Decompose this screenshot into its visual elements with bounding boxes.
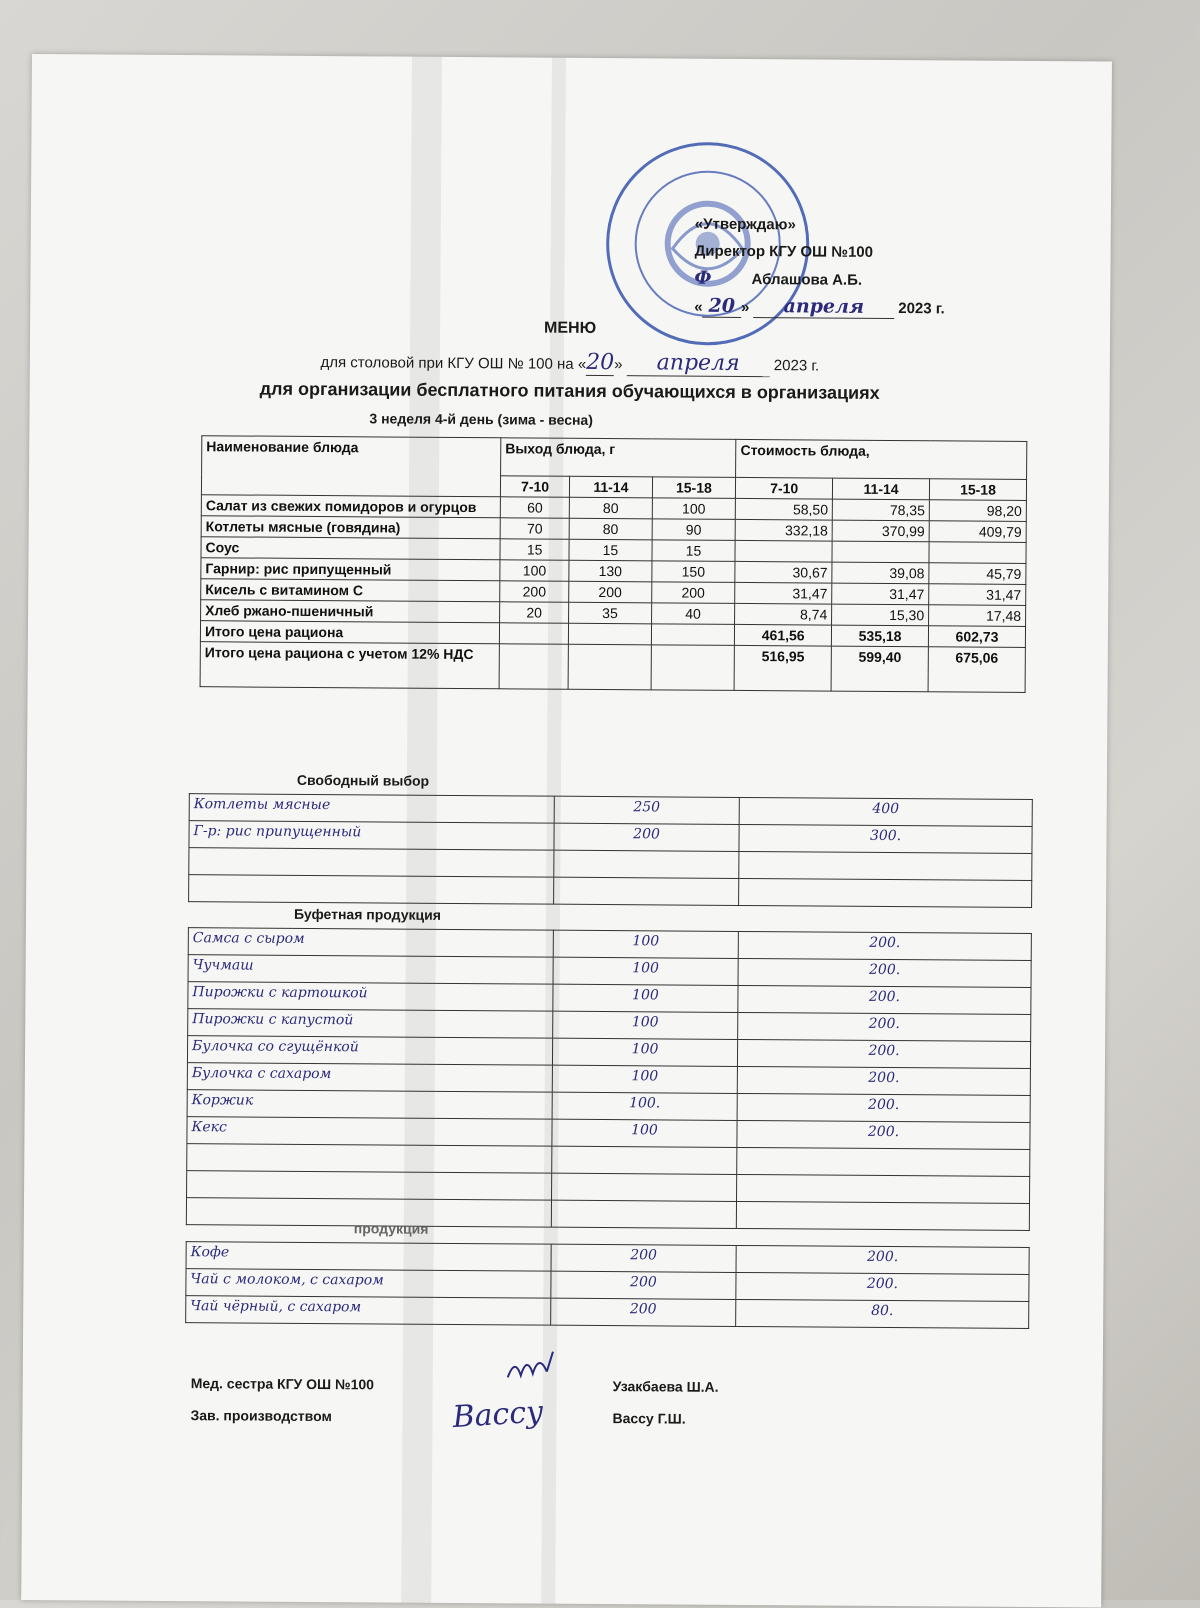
item-name xyxy=(189,848,554,878)
yield-value: 100 xyxy=(652,498,736,520)
item-weight: 100 xyxy=(552,1065,737,1093)
yield-value: 200 xyxy=(569,581,651,603)
total-vat-row xyxy=(200,642,1025,693)
cost-value xyxy=(735,540,832,562)
dish-name: Котлеты мясные (говядина) xyxy=(201,516,500,539)
cost-value: 8,74 xyxy=(735,603,832,625)
age-group: 11-14 xyxy=(833,478,930,500)
item-name: Чучмаш xyxy=(188,955,553,985)
cost-value: 332,18 xyxy=(735,519,832,541)
item-weight: 100 xyxy=(553,957,738,985)
table-row xyxy=(186,1198,1029,1231)
yield-value: 150 xyxy=(651,561,735,583)
item-weight: 100 xyxy=(553,1011,738,1039)
cost-value: 17,48 xyxy=(929,605,1026,627)
header-dish-name: Наименование блюда xyxy=(201,436,500,497)
menu-table xyxy=(200,435,1028,693)
age-group: 11-14 xyxy=(570,476,652,498)
menu-subtitle-purpose: для организации бесплатного питания обучающихся в организациях xyxy=(259,378,880,403)
item-price: 200. xyxy=(738,931,1031,960)
item-name: Самса с сыром xyxy=(188,928,553,958)
approval-date: « 20 » апреля 2023 г. xyxy=(694,294,945,318)
yield-value: 100 xyxy=(500,560,569,581)
dish-name: Кисель с витамином С xyxy=(201,579,500,602)
item-price: 200. xyxy=(737,1066,1030,1095)
cost-value: 45,79 xyxy=(929,563,1026,585)
item-name: Булочка с сахаром xyxy=(187,1063,552,1093)
cost-value: 98,20 xyxy=(929,500,1026,522)
cost-value: 31,47 xyxy=(832,583,929,605)
total-vat-value: 516,95 xyxy=(734,645,831,691)
menu-subtitle-date: для столовой при КГУ ОШ № 100 на «20» апреля 2023 г. xyxy=(320,349,820,376)
item-name: Г-р: рис припущенный xyxy=(189,821,554,851)
approval-block xyxy=(694,211,945,323)
cost-value: 15,30 xyxy=(832,604,929,626)
approval-title: «Утверждаю» xyxy=(694,215,796,234)
item-name xyxy=(187,1144,552,1174)
item-name: Кофе xyxy=(186,1242,551,1272)
document-page xyxy=(21,54,1112,1608)
age-group: 7-10 xyxy=(736,477,833,499)
yield-value: 200 xyxy=(500,581,569,602)
item-weight: 250 xyxy=(554,796,739,824)
item-weight: 200 xyxy=(551,1298,736,1326)
item-price xyxy=(737,1147,1030,1176)
menu-title: МЕНЮ xyxy=(544,319,597,337)
item-weight: 100 xyxy=(553,930,738,958)
item-name xyxy=(187,1171,552,1201)
buffet-table xyxy=(186,927,1032,1231)
approval-position: Директор КГУ ОШ №100 xyxy=(694,242,874,261)
total-vat-label: Итого цена рациона с учетом 12% НДС xyxy=(200,642,499,689)
yield-value: 15 xyxy=(569,539,651,561)
cost-value xyxy=(832,541,929,563)
item-name: Коржик xyxy=(187,1090,552,1120)
header-cost: Стоимость блюда, xyxy=(736,439,1027,479)
total-value: 535,18 xyxy=(832,625,929,647)
item-name: Котлеты мясные xyxy=(189,794,554,824)
item-weight: 100 xyxy=(552,1038,737,1066)
item-weight: 200 xyxy=(551,1244,736,1272)
free-choice-title: Свободный выбор xyxy=(296,771,430,789)
yield-value: 80 xyxy=(569,518,651,540)
table-row xyxy=(189,875,1032,908)
cost-value: 370,99 xyxy=(832,520,929,542)
total-label: Итого цена рациона xyxy=(200,621,499,644)
item-weight: 100 xyxy=(552,1119,737,1147)
yield-value: 60 xyxy=(500,497,569,518)
cost-value: 39,08 xyxy=(832,562,929,584)
cost-value: 31,47 xyxy=(929,584,1026,606)
item-price: 200. xyxy=(736,1272,1029,1301)
item-price: 80. xyxy=(736,1299,1029,1328)
manager-signature: Вассу xyxy=(451,1394,545,1436)
item-name: Пирожки с картошкой xyxy=(188,982,553,1012)
buffet-title: Буфетная продукция xyxy=(293,905,441,923)
item-weight: 200 xyxy=(554,823,739,851)
item-price: 200. xyxy=(737,1039,1030,1068)
table-row xyxy=(186,1296,1029,1329)
cost-value: 31,47 xyxy=(735,582,832,604)
item-weight: 100. xyxy=(552,1092,737,1120)
item-weight xyxy=(551,1200,736,1228)
dish-name: Гарнир: рис припущенный xyxy=(201,558,500,581)
item-price: 200. xyxy=(738,985,1031,1014)
yield-value: 20 xyxy=(500,602,569,623)
item-name: Кекс xyxy=(187,1117,552,1147)
drinks-table xyxy=(185,1241,1030,1329)
manager-role: Зав. производством xyxy=(190,1407,332,1425)
cost-value: 409,79 xyxy=(929,521,1026,543)
yield-value: 130 xyxy=(569,560,651,582)
item-price: 300. xyxy=(739,824,1032,853)
menu-week-day: 3 неделя 4-й день (зима - весна) xyxy=(369,410,593,428)
age-group: 15-18 xyxy=(929,479,1026,501)
cost-value: 58,50 xyxy=(736,498,833,520)
item-price: 200. xyxy=(736,1245,1029,1274)
item-weight xyxy=(554,850,739,878)
total-vat-value: 599,40 xyxy=(831,646,928,692)
item-name: Чай чёрный, с сахаром xyxy=(186,1296,551,1326)
yield-value: 15 xyxy=(652,540,736,562)
item-name xyxy=(189,875,554,905)
total-value: 602,73 xyxy=(928,626,1025,648)
manager-name: Вассу Г.Ш. xyxy=(612,1410,686,1427)
yield-value: 35 xyxy=(569,602,651,624)
item-name: Чай с молоком, с сахаром xyxy=(186,1269,551,1299)
cost-value: 30,67 xyxy=(735,561,832,583)
yield-value: 200 xyxy=(651,582,735,604)
item-weight xyxy=(554,877,739,905)
item-price xyxy=(739,878,1032,907)
item-price xyxy=(739,851,1032,880)
dish-name: Хлеб ржано-пшеничный xyxy=(201,600,500,623)
age-group: 15-18 xyxy=(652,477,736,499)
cost-value: 78,35 xyxy=(832,499,929,521)
approval-name: Ф Аблашова А.Б. xyxy=(694,267,863,289)
total-value: 461,56 xyxy=(735,624,832,646)
item-price: 200. xyxy=(738,1012,1031,1041)
nurse-signature xyxy=(503,1347,563,1397)
item-weight: 100 xyxy=(553,984,738,1012)
item-price: 200. xyxy=(737,1093,1030,1122)
yield-value: 15 xyxy=(500,539,569,560)
total-vat-value: 675,06 xyxy=(928,647,1025,693)
nurse-name: Узакбаева Ш.А. xyxy=(612,1378,719,1395)
yield-value: 70 xyxy=(500,518,569,539)
item-price: 200. xyxy=(738,958,1031,987)
yield-value: 90 xyxy=(652,519,736,541)
item-weight xyxy=(552,1173,737,1201)
item-price xyxy=(736,1201,1029,1230)
yield-value: 80 xyxy=(569,497,651,519)
item-weight: 200 xyxy=(551,1271,736,1299)
dish-name: Соус xyxy=(201,537,500,560)
item-price: 200. xyxy=(737,1120,1030,1149)
item-price: 400 xyxy=(739,797,1032,826)
item-price xyxy=(737,1174,1030,1203)
yield-value: 40 xyxy=(651,603,735,625)
director-signature: Ф xyxy=(694,267,712,289)
dish-name: Салат из свежих помидоров и огурцов xyxy=(201,495,500,518)
free-choice-table xyxy=(188,793,1033,908)
nurse-role: Мед. сестра КГУ ОШ №100 xyxy=(190,1375,375,1393)
age-group: 7-10 xyxy=(500,476,569,497)
item-name: Пирожки с капустой xyxy=(188,1009,553,1039)
drinks-title: продукция xyxy=(353,1220,429,1237)
cost-value xyxy=(929,542,1026,564)
item-weight xyxy=(552,1146,737,1174)
header-yield: Выход блюда, г xyxy=(501,438,737,478)
item-name: Булочка со сгущёнкой xyxy=(187,1036,552,1066)
